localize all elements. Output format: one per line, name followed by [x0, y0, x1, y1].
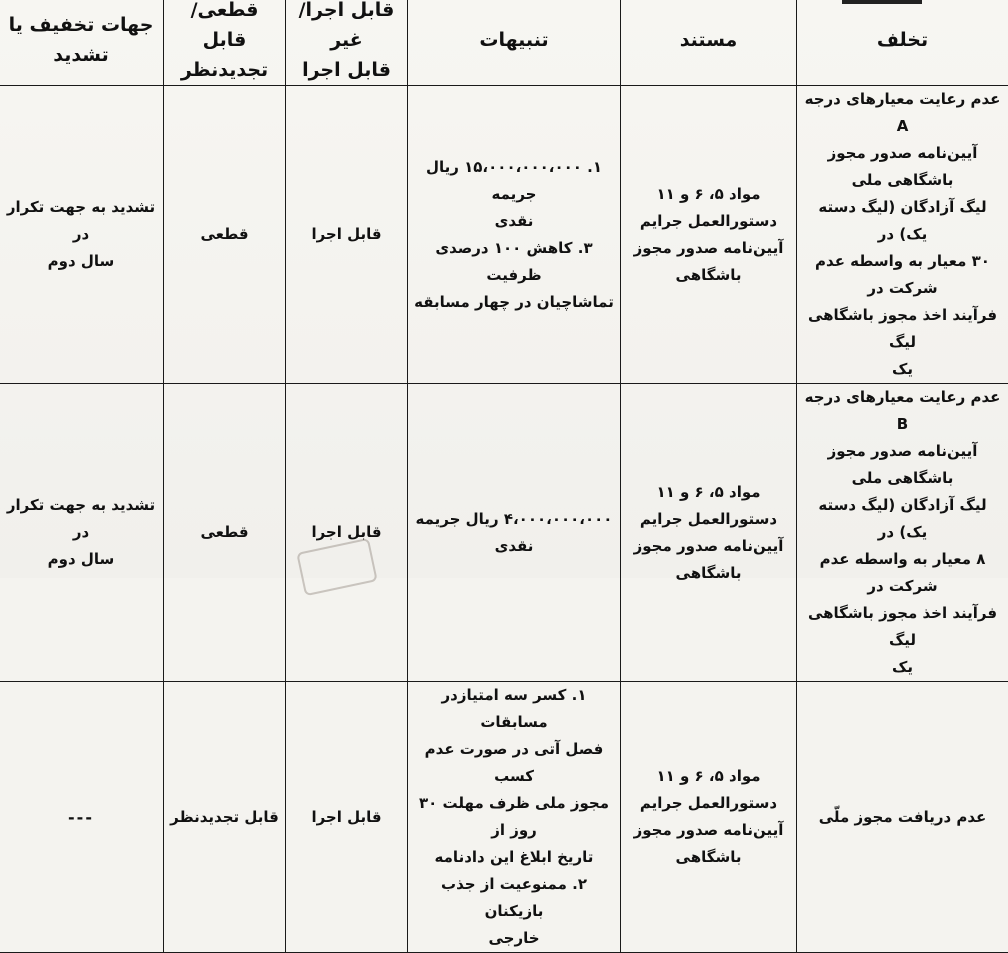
- header-violation: تخلف: [797, 0, 1008, 86]
- cell-finality: قابل تجدیدنظر: [164, 682, 286, 953]
- text-line: یک: [803, 356, 1002, 383]
- text-line: تشدید به جهت تکرار در: [5, 492, 157, 546]
- text-line: فرآیند اخذ مجوز باشگاهی لیگ: [803, 302, 1002, 356]
- text-line: عدم دریافت مجوز ملّی: [803, 804, 1002, 831]
- cell-adjustment: [0, 384, 164, 682]
- header-finality-line: قطعی/قابل: [170, 0, 279, 55]
- text-line: ۳۰ معیار به واسطه عدم شرکت در: [803, 248, 1002, 302]
- text-line: آیین‌نامه صدور مجوز: [627, 533, 790, 560]
- text-line: عدم رعایت معیارهای درجه B: [803, 384, 1002, 438]
- header-enforceability: [286, 0, 408, 86]
- text-line: خارجی: [414, 925, 614, 952]
- text-line: یک: [803, 654, 1002, 681]
- cell-penalties: [408, 384, 621, 682]
- text-line: فرآیند اخذ مجوز باشگاهی لیگ: [803, 600, 1002, 654]
- text-line: آیین‌نامه صدور مجوز باشگاهی ملی: [803, 438, 1002, 492]
- text-line: تماشاچیان در چهار مسابقه: [414, 289, 614, 316]
- text-line: آیین‌نامه صدور مجوز: [627, 817, 790, 844]
- table-row: [0, 86, 1008, 384]
- text-line: آیین‌نامه صدور مجوز: [627, 235, 790, 262]
- text-line: ۲. ممنوعیت از جذب بازیکنان: [414, 871, 614, 925]
- table-header-row: [0, 0, 1008, 86]
- text-line: دستورالعمل جرایم: [627, 208, 790, 235]
- text-line: مواد ۵، ۶ و ۱۱: [627, 479, 790, 506]
- text-line: لیگ آزادگان (لیگ دسته یک) در: [803, 492, 1002, 546]
- text-line: ۴،۰۰۰،۰۰۰،۰۰۰ ریال جریمه نقدی: [414, 506, 614, 560]
- text-line: آیین‌نامه صدور مجوز باشگاهی ملی: [803, 140, 1002, 194]
- cell-penalties: [408, 86, 621, 384]
- text-line: باشگاهی: [627, 560, 790, 587]
- header-finality: [164, 0, 286, 86]
- cell-penalties: [408, 682, 621, 953]
- cell-adjustment: [0, 682, 164, 953]
- text-line: سال دوم: [5, 248, 157, 275]
- header-adjustment-line: جهات تخفیف یا: [5, 10, 157, 40]
- header-enforceability-line: قابل اجرا/غیر: [292, 0, 401, 55]
- header-basis: مستند: [621, 0, 797, 86]
- text-line: سال دوم: [5, 546, 157, 573]
- text-line: ۱. ۱۵،۰۰۰،۰۰۰،۰۰۰ ریال جریمه: [414, 154, 614, 208]
- cell-finality: قطعی: [164, 384, 286, 682]
- text-line: نقدی: [414, 208, 614, 235]
- header-adjustment-line: تشدید: [5, 40, 157, 70]
- cell-basis: [621, 682, 797, 953]
- cell-violation: [797, 384, 1008, 682]
- table-row: [0, 384, 1008, 682]
- text-line: تشدید به جهت تکرار در: [5, 194, 157, 248]
- text-line: فصل آتی در صورت عدم کسب: [414, 736, 614, 790]
- text-line: ۳. کاهش ۱۰۰ درصدی ظرفیت: [414, 235, 614, 289]
- cell-violation: [797, 682, 1008, 953]
- text-line: مواد ۵، ۶ و ۱۱: [627, 763, 790, 790]
- text-line: ۱. کسر سه امتیازدر مسابقات: [414, 682, 614, 736]
- header-adjustment: [0, 0, 164, 86]
- cell-enforceability: قابل اجرا: [286, 86, 408, 384]
- header-enforceability-line: قابل اجرا: [292, 55, 401, 85]
- cell-enforceability: قابل اجرا: [286, 384, 408, 682]
- table-row: [0, 682, 1008, 953]
- text-line: ---: [5, 804, 157, 831]
- text-line: باشگاهی: [627, 262, 790, 289]
- cell-finality: قطعی: [164, 86, 286, 384]
- text-line: تاریخ ابلاغ این دادنامه: [414, 844, 614, 871]
- cell-adjustment: [0, 86, 164, 384]
- cell-violation: [797, 86, 1008, 384]
- header-penalties: تنبیهات: [408, 0, 621, 86]
- header-finality-line: تجدیدنظر: [170, 55, 279, 85]
- cell-basis: [621, 384, 797, 682]
- text-line: ۸ معیار به واسطه عدم شرکت در: [803, 546, 1002, 600]
- text-line: مجوز ملی ظرف مهلت ۳۰ روز از: [414, 790, 614, 844]
- text-line: عدم رعایت معیارهای درجه A: [803, 86, 1002, 140]
- text-line: دستورالعمل جرایم: [627, 790, 790, 817]
- text-line: دستورالعمل جرایم: [627, 506, 790, 533]
- cell-enforceability: قابل اجرا: [286, 682, 408, 953]
- text-line: لیگ آزادگان (لیگ دسته یک) در: [803, 194, 1002, 248]
- text-line: باشگاهی: [627, 844, 790, 871]
- text-line: مواد ۵، ۶ و ۱۱: [627, 181, 790, 208]
- cell-basis: [621, 86, 797, 384]
